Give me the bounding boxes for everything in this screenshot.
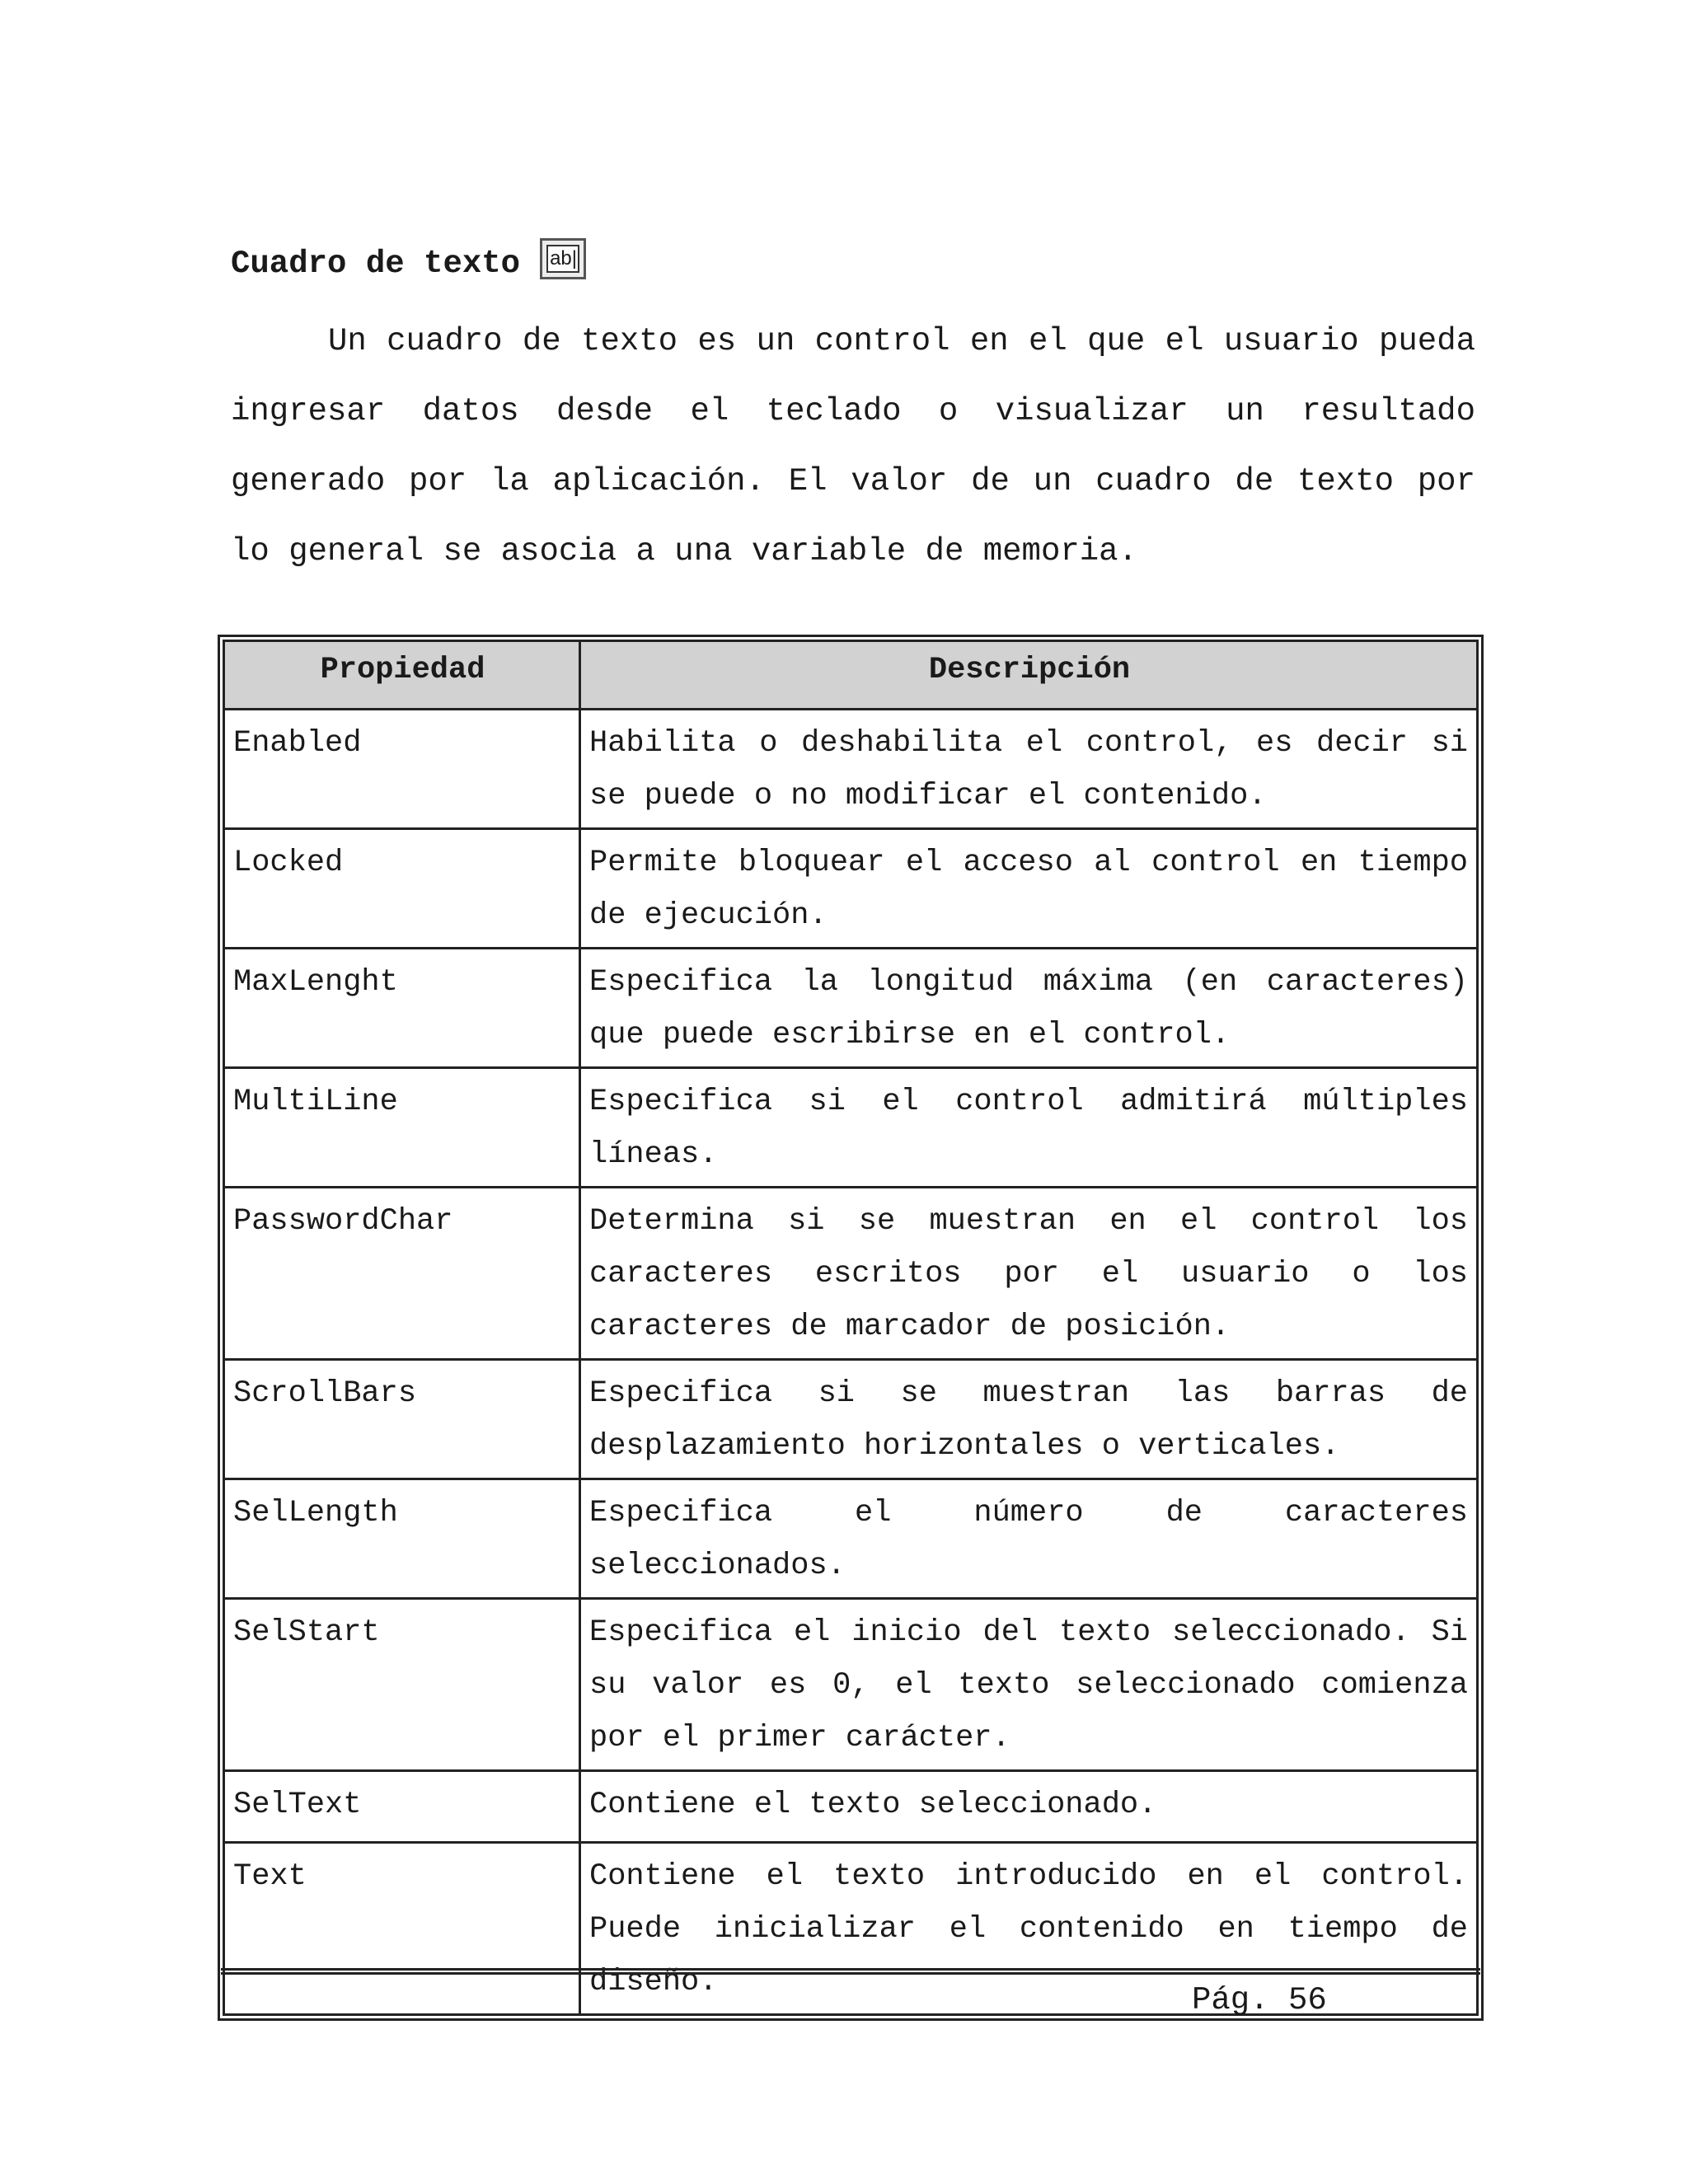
page-number: Pág. 56: [1192, 1982, 1327, 2018]
property-name: ScrollBars: [224, 1360, 580, 1479]
property-name: Enabled: [224, 710, 580, 829]
properties-table-frame: [218, 635, 1484, 2021]
properties-table: [223, 640, 1479, 2016]
property-description: Especifica la longitud máxima (en caracteres) que puede escribirse en el control.: [580, 949, 1478, 1068]
property-name: MultiLine: [224, 1068, 580, 1188]
header-descripcion: Descripción: [580, 641, 1478, 710]
property-name: Locked: [224, 829, 580, 949]
property-name: SelText: [224, 1771, 580, 1843]
table-row: [224, 829, 1478, 949]
section-heading-row: [231, 231, 1475, 297]
property-description: Permite bloquear el acceso al control en tiempo de ejecución.: [580, 829, 1478, 949]
property-name: PasswordChar: [224, 1188, 580, 1360]
table-row: [224, 949, 1478, 1068]
property-name: SelStart: [224, 1599, 580, 1771]
table-header-row: [224, 641, 1478, 710]
table-row: [224, 710, 1478, 829]
table-row: [224, 1068, 1478, 1188]
footer-double-rule: [221, 1968, 1480, 1975]
property-name: Text: [224, 1843, 580, 2015]
property-description: Especifica el número de caracteres seleccionados.: [580, 1479, 1478, 1599]
property-description: Contiene el texto introducido en el control. Puede inicializar el contenido en tiempo de diseño.: [580, 1843, 1478, 2015]
property-description: Determina si se muestran en el control los caracteres escritos por el usuario o los caracteres de marcador de posición.: [580, 1188, 1478, 1360]
table-row: [224, 1479, 1478, 1599]
table-row: [224, 1360, 1478, 1479]
property-description: Especifica si se muestran las barras de desplazamiento horizontales o verticales.: [580, 1360, 1478, 1479]
table-row: [224, 1599, 1478, 1771]
table-row: [224, 1188, 1478, 1360]
intro-paragraph: Un cuadro de texto es un control en el que el usuario pueda ingresar datos desde el teclado o visualizar un resultado generado por la aplicación. El valor de un cuadro de texto por lo general se asocia a una variable de memoria.: [231, 323, 1475, 569]
property-description: Especifica si el control admitirá múltiples líneas.: [580, 1068, 1478, 1188]
header-propiedad: Propiedad: [224, 641, 580, 710]
textbox-icon-glyph: ab|: [546, 245, 579, 273]
page-content: [231, 231, 1475, 587]
textbox-control-icon: [540, 238, 586, 279]
property-name: SelLength: [224, 1479, 580, 1599]
section-title: Cuadro de texto: [231, 246, 521, 282]
property-description: Habilita o deshabilita el control, es decir si se puede o no modificar el contenido.: [580, 710, 1478, 829]
property-name: MaxLenght: [224, 949, 580, 1068]
property-description: Contiene el texto seleccionado.: [580, 1771, 1478, 1843]
table-row: [224, 1771, 1478, 1843]
property-description: Especifica el inicio del texto seleccionado. Si su valor es 0, el texto seleccionado comienza por el primer carácter.: [580, 1599, 1478, 1771]
